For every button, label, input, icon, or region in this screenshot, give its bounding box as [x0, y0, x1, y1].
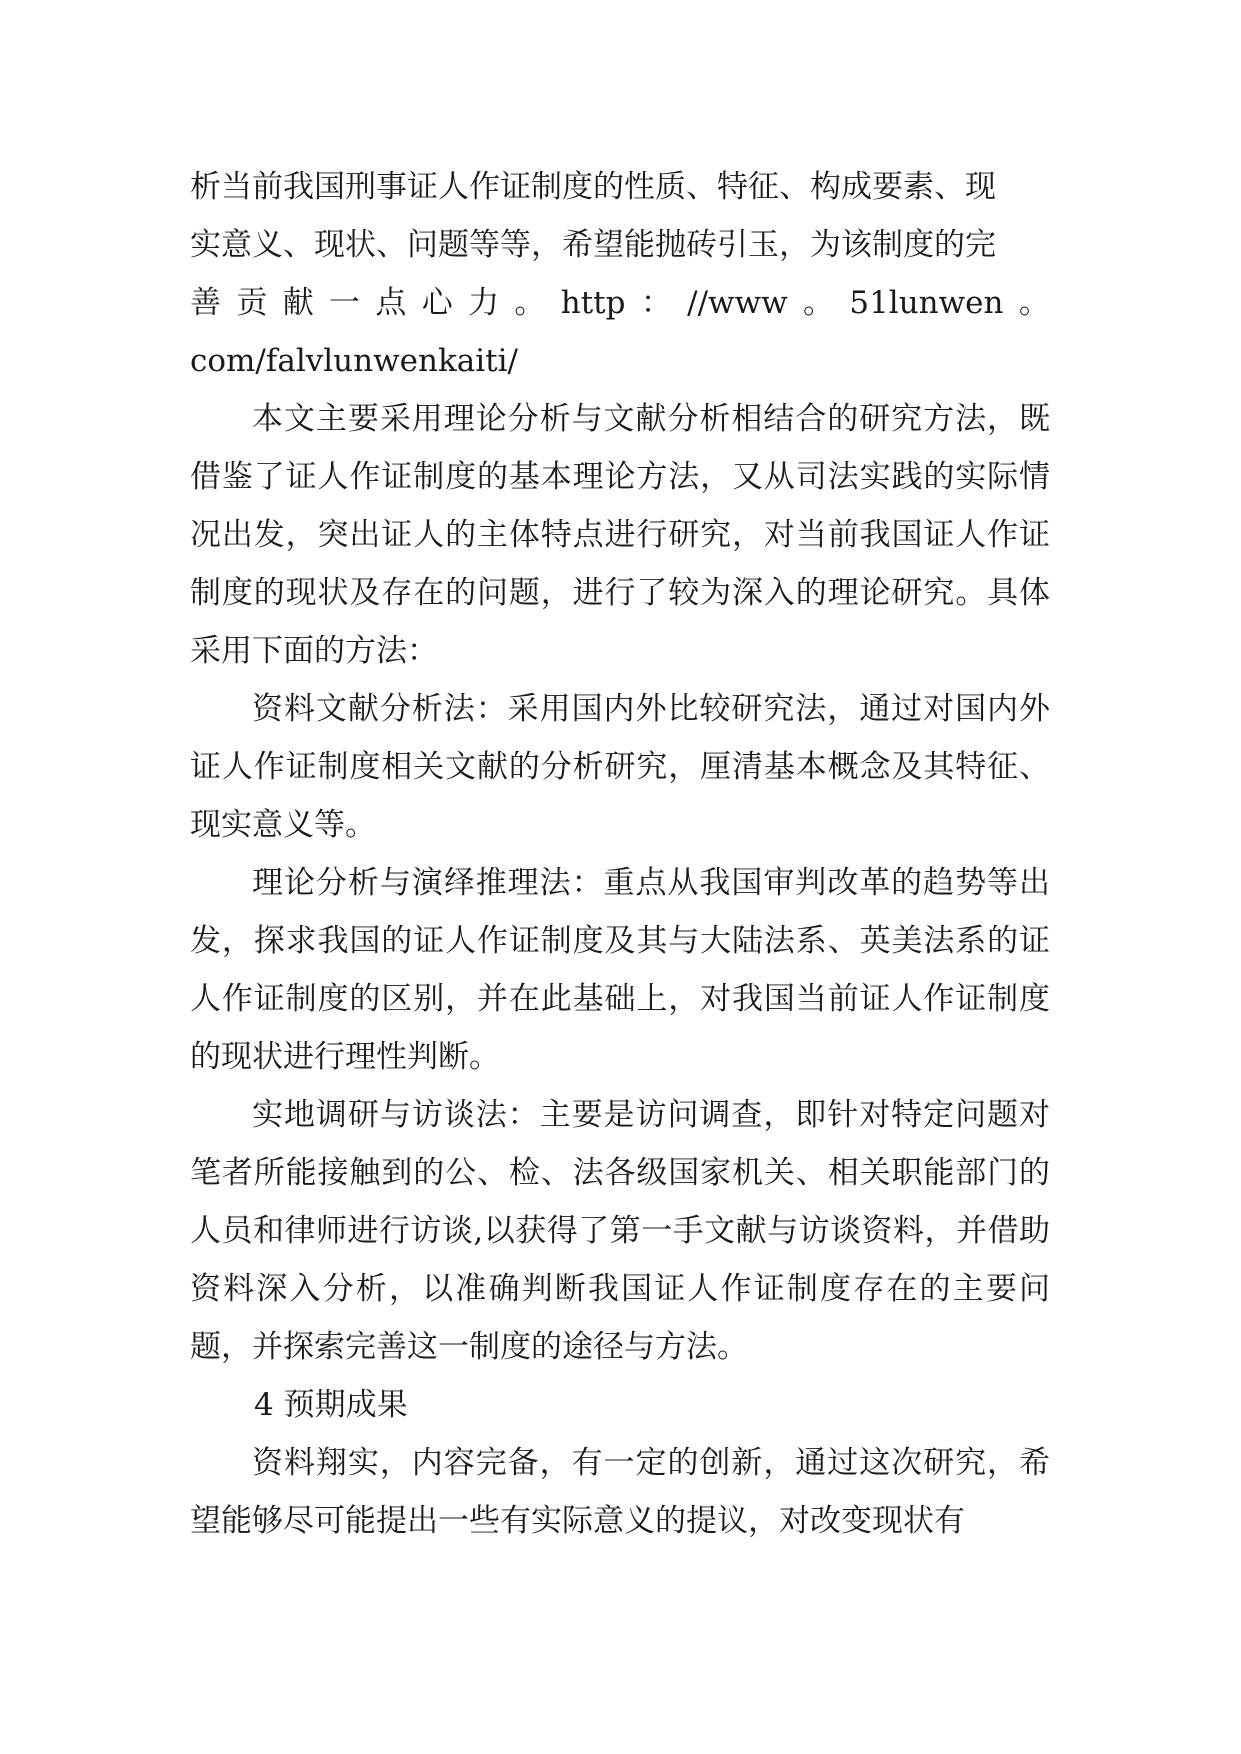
paragraph: 本文主要采用理论分析与文献分析相结合的研究方法，既借鉴了证人作证制度的基本理论方法，又从司法实践的实际情况出发，突出证人的主体特点进行研究，对当前我国证人作证制度的现状及存在的问题，进行了较为深入的理论研究。具体采用下面的方法：: [190, 401, 1050, 669]
spread-token: 力: [468, 285, 500, 321]
spread-token: 贡: [236, 285, 268, 321]
paragraph: 资料文献分析法：采用国内外比较研究法，通过对国内外证人作证制度相关文献的分析研究，厘清基本概念及其特征、现实意义等。: [190, 691, 1050, 843]
paragraph: 理论分析与演绎推理法：重点从我国审判改革的趋势等出发，探求我国的证人作证制度及其与大陆法系、英美法系的证人作证制度的区别，并在此基础上，对我国当前证人作证制度的现状进行理性判断。: [190, 865, 1050, 1075]
section-heading: 4 预期成果: [254, 1387, 408, 1423]
spread-token: http: [560, 285, 626, 321]
spread-token: //www: [687, 285, 788, 321]
paragraph: 资料翔实，内容完备，有一定的创新，通过这次研究，希望能够尽可能提出一些有实际意义的提议，对改变现状有: [190, 1445, 1050, 1539]
spread-token: 善: [190, 285, 221, 321]
spread-token: ：: [640, 285, 672, 321]
document-page: [190, 158, 1050, 1550]
spread-token: 一: [329, 285, 361, 321]
paragraph-line: 实意义、现状、问题等等，希望能抛砖引玉，为该制度的完: [190, 227, 996, 263]
spread-token: 。: [514, 285, 546, 321]
paragraph: 实地调研与访谈法：主要是访问调查，即针对特定问题对笔者所能接触到的公、检、法各级国家机关、相关职能部门的人员和律师进行访谈,以获得了第一手文献与访谈资料，并借助资料深入分析，以准确判断我国证人作证制度存在的主要问题，并探索完善这一制度的途径与方法。: [190, 1097, 1050, 1365]
paragraph-line: com/falvlunwenkaiti/: [190, 343, 518, 379]
spread-token: 心: [421, 285, 453, 321]
paragraph-line: 析当前我国刑事证人作证制度的性质、特征、构成要素、现: [190, 169, 996, 205]
spread-token: 。: [1018, 285, 1050, 321]
spread-token: 。: [803, 285, 835, 321]
spread-token: 51lunwen: [849, 285, 1004, 321]
spread-token: 献: [282, 285, 314, 321]
spread-line: [190, 274, 1050, 332]
spread-token: 点: [375, 285, 407, 321]
